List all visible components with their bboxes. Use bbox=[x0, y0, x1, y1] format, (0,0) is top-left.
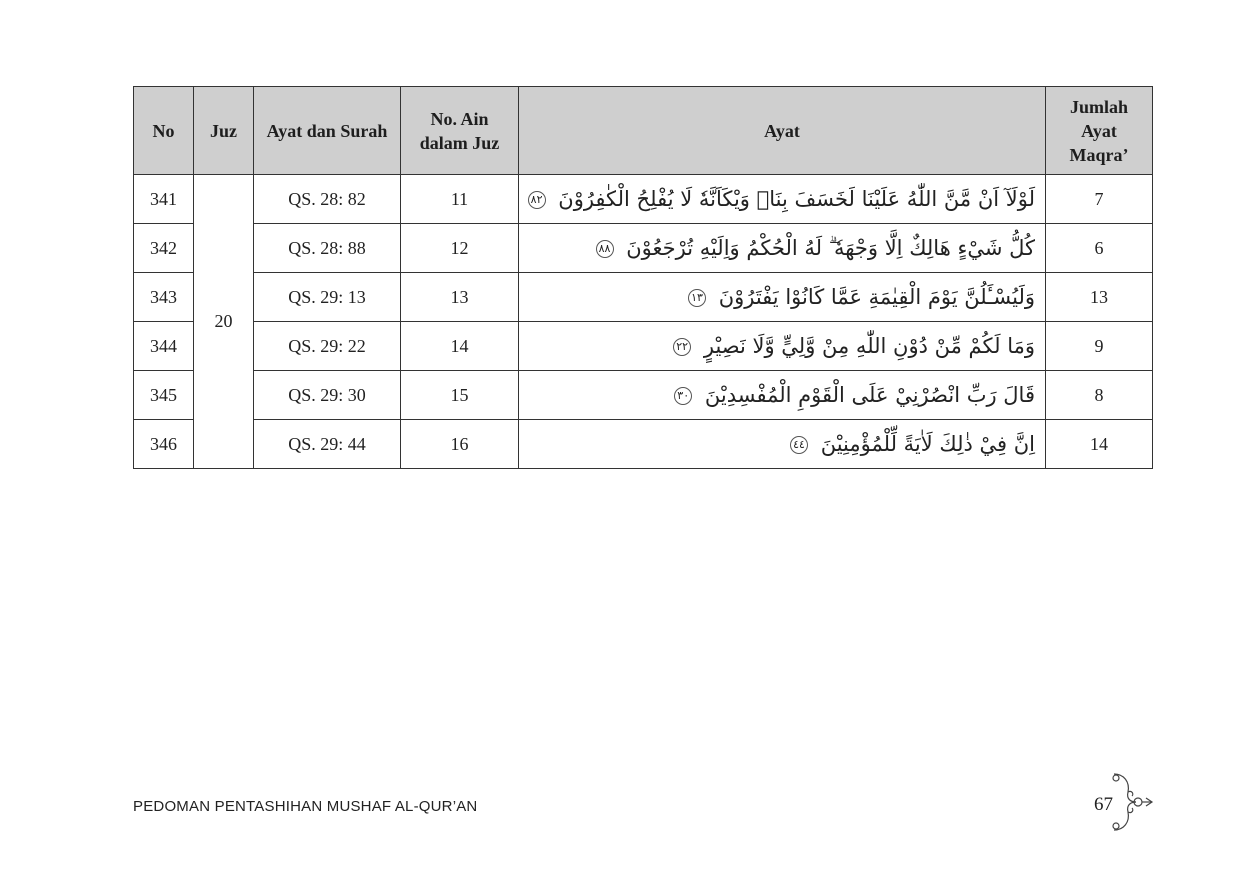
header-no-ain bbox=[401, 87, 519, 175]
cell-juz: 20 bbox=[194, 175, 254, 469]
header-ayat: Ayat bbox=[519, 87, 1046, 175]
cell-surah: QS. 29: 44 bbox=[254, 420, 401, 469]
cell-surah: QS. 29: 22 bbox=[254, 322, 401, 371]
cell-ayat bbox=[519, 273, 1046, 322]
table-row bbox=[134, 322, 1153, 371]
table-row bbox=[134, 224, 1153, 273]
ayah-end-marker-icon: ٣٠ bbox=[674, 387, 692, 405]
cell-ayat bbox=[519, 224, 1046, 273]
cell-jumlah: 14 bbox=[1046, 420, 1153, 469]
header-no-ain-line2: dalam Juz bbox=[419, 132, 500, 153]
ayah-end-marker-icon: ٨٢ bbox=[528, 191, 546, 209]
table-row bbox=[134, 273, 1153, 322]
cell-no: 342 bbox=[134, 224, 194, 273]
footer-book-title: PEDOMAN PENTASHIHAN MUSHAF AL-QUR’AN bbox=[133, 798, 478, 815]
header-ayat-dan-surah: Ayat dan Surah bbox=[254, 87, 401, 175]
cell-jumlah: 7 bbox=[1046, 175, 1153, 224]
cell-ain: 16 bbox=[401, 420, 519, 469]
cell-surah: QS. 29: 13 bbox=[254, 273, 401, 322]
header-jumlah bbox=[1046, 87, 1153, 175]
cell-no: 341 bbox=[134, 175, 194, 224]
cell-ain: 13 bbox=[401, 273, 519, 322]
cell-no: 344 bbox=[134, 322, 194, 371]
ayah-end-marker-icon: ٢٢ bbox=[673, 338, 691, 356]
cell-jumlah: 9 bbox=[1046, 322, 1153, 371]
page-number: 67 bbox=[1094, 794, 1113, 815]
ayat-text: وَمَا لَكُمْ مِّنْ دُوْنِ اللّٰهِ مِنْ وَّلِيٍّ وَّلَا نَصِيْرٍ bbox=[703, 334, 1035, 358]
cell-no: 346 bbox=[134, 420, 194, 469]
ayat-text: اِنَّ فِيْ ذٰلِكَ لَاٰيَةً لِّلْمُؤْمِنِيْنَ bbox=[820, 432, 1035, 456]
cell-surah: QS. 28: 88 bbox=[254, 224, 401, 273]
cell-surah: QS. 29: 30 bbox=[254, 371, 401, 420]
ayat-text: قَالَ رَبِّ انْصُرْنِيْ عَلَى الْقَوْمِ الْمُفْسِدِيْنَ bbox=[704, 383, 1035, 407]
cell-ain: 11 bbox=[401, 175, 519, 224]
header-no-ain-line1: No. Ain bbox=[430, 108, 489, 129]
ayah-end-marker-icon: ٨٨ bbox=[596, 240, 614, 258]
header-jumlah-line3: Maqra’ bbox=[1069, 144, 1129, 165]
header-jumlah-line1: Jumlah bbox=[1069, 96, 1129, 117]
cell-ayat bbox=[519, 175, 1046, 224]
cell-ayat bbox=[519, 322, 1046, 371]
cell-ayat bbox=[519, 420, 1046, 469]
cell-no: 343 bbox=[134, 273, 194, 322]
table-row bbox=[134, 175, 1153, 224]
ayah-end-marker-icon: ٤٤ bbox=[790, 436, 808, 454]
maqra-table bbox=[133, 86, 1153, 469]
header-juz: Juz bbox=[194, 87, 254, 175]
table-row bbox=[134, 420, 1153, 469]
ayat-text: لَوْلَآ اَنْ مَّنَّ اللّٰهُ عَلَيْنَا لَخَسَفَ بِنَاۗ وَيْكَاَنَّهٗ لَا يُفْلِحُ الْكٰفِرُوْنَ bbox=[558, 187, 1035, 211]
page-corner-ornament-icon bbox=[1108, 770, 1154, 834]
ayat-text: كُلُّ شَيْءٍ هَالِكٌ اِلَّا وَجْهَهٗ ۗ لَهُ الْحُكْمُ وَاِلَيْهِ تُرْجَعُوْنَ bbox=[626, 235, 1035, 260]
table-row bbox=[134, 371, 1153, 420]
cell-jumlah: 13 bbox=[1046, 273, 1153, 322]
cell-ain: 14 bbox=[401, 322, 519, 371]
cell-ain: 15 bbox=[401, 371, 519, 420]
ayah-end-marker-icon: ١٣ bbox=[688, 289, 706, 307]
cell-surah: QS. 28: 82 bbox=[254, 175, 401, 224]
cell-ain: 12 bbox=[401, 224, 519, 273]
cell-jumlah: 8 bbox=[1046, 371, 1153, 420]
header-no: No bbox=[134, 87, 194, 175]
cell-ayat bbox=[519, 371, 1046, 420]
ayat-text: وَلَيُسْـَٔلُنَّ يَوْمَ الْقِيٰمَةِ عَمَّا كَانُوْا يَفْتَرُوْنَ bbox=[718, 285, 1035, 309]
table-header-row bbox=[134, 87, 1153, 175]
cell-no: 345 bbox=[134, 371, 194, 420]
header-jumlah-line2: Ayat bbox=[1081, 120, 1117, 141]
cell-jumlah: 6 bbox=[1046, 224, 1153, 273]
